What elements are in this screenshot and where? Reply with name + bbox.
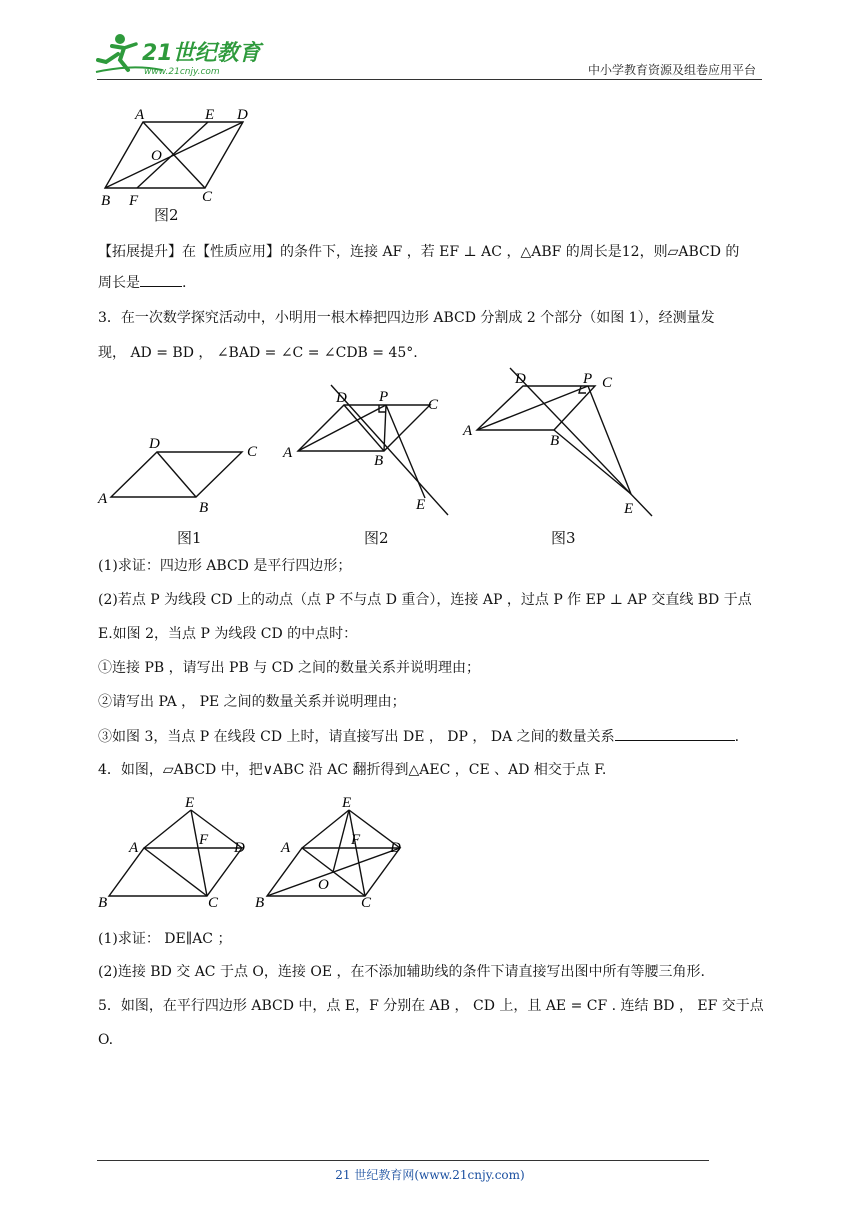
- text-span: .: [182, 275, 187, 291]
- label-D: D: [149, 436, 160, 452]
- figure-caption: 图2: [364, 529, 389, 547]
- label-C: C: [247, 444, 258, 460]
- label-P: P: [583, 371, 593, 387]
- footer-text[interactable]: 21 世纪教育网(www.21cnjy.com): [335, 1168, 525, 1182]
- label-D: D: [237, 107, 248, 123]
- label-A: A: [129, 840, 139, 856]
- answer-blank: [140, 272, 182, 287]
- label-D: D: [234, 840, 245, 856]
- text-line: (1)求证：四边形 ABCD 是平行四边形；: [98, 558, 352, 574]
- text-line: (2)连接 BD 交 AC 于点 O，连接 OE ，在不添加辅助线的条件下请直接写出图中所有等腰三角形.: [98, 964, 705, 980]
- text-line: 【拓展提升】在【性质应用】的条件下，连接 AF ，若 EF ⊥ AC ，△ABF 的周长是12，则▱ABCD 的: [98, 244, 740, 260]
- label-E: E: [416, 497, 426, 513]
- text-line-answer: [98, 272, 186, 293]
- footer-divider: [97, 1160, 709, 1161]
- figure-q3-1: [95, 430, 265, 524]
- text-line: ①连接 PB ，请写出 PB 与 CD 之间的数量关系并说明理由；: [98, 660, 481, 676]
- logo-text: 21世纪教育: [142, 41, 261, 66]
- label-E: E: [205, 107, 215, 123]
- question-3: 3．在一次数学探究活动中，小明用一根木棒把四边形 ABCD 分割成 2 个部分（如图 1），经测量发: [98, 310, 715, 326]
- answer-blank: [615, 726, 735, 741]
- label-C: C: [428, 397, 439, 413]
- label-C: C: [361, 895, 372, 911]
- label-D: D: [390, 840, 401, 856]
- label-E: E: [624, 501, 634, 517]
- label-E: E: [185, 795, 195, 811]
- text-line: E.如图 2，当点 P 为线段 CD 的中点时：: [98, 626, 358, 642]
- label-A: A: [463, 423, 473, 439]
- figure-top-parallelogram: [95, 100, 265, 209]
- text-line: ②请写出 PA ， PE 之间的数量关系并说明理由；: [98, 694, 406, 710]
- label-B: B: [101, 193, 111, 209]
- label-D: D: [336, 390, 347, 406]
- label-A: A: [281, 840, 291, 856]
- label-B: B: [255, 895, 265, 911]
- text-span: .: [734, 729, 740, 745]
- label-F: F: [129, 193, 139, 209]
- figure-q4-1: [95, 793, 260, 915]
- label-O: O: [318, 877, 329, 893]
- label-D: D: [515, 371, 526, 387]
- header-divider: [97, 79, 762, 80]
- text-span: 周长是: [98, 275, 140, 291]
- label-C: C: [208, 895, 219, 911]
- figure-q4-2: [253, 793, 418, 915]
- figure-caption: 图3: [551, 529, 576, 547]
- label-F: F: [351, 832, 361, 848]
- text-line: (2)若点 P 为线段 CD 上的动点（点 P 不与点 D 重合），连接 AP ，过点 P 作 EP ⊥ AP 交直线 BD 于点: [98, 592, 752, 608]
- label-C: C: [202, 189, 213, 205]
- label-B: B: [374, 453, 384, 469]
- text-line: O.: [98, 1032, 114, 1048]
- label-C: C: [602, 375, 613, 391]
- question-5: 5．如图，在平行四边形 ABCD 中，点 E，F 分别在 AB ， CD 上，且 AE = CF . 连结 BD ， EF 交于点: [98, 998, 764, 1014]
- label-P: P: [379, 389, 389, 405]
- label-A: A: [283, 445, 293, 461]
- text-line-answer: [98, 726, 739, 747]
- figure-caption: 图2: [154, 206, 179, 224]
- label-B: B: [199, 500, 209, 516]
- figure-caption: 图1: [177, 529, 202, 547]
- label-B: B: [98, 895, 108, 911]
- header-platform-text: 中小学教育资源及组卷应用平台: [587, 63, 756, 77]
- logo-url: www.21cnjy.com: [144, 67, 220, 77]
- text-line: (1)求证： DE∥AC ；: [98, 931, 232, 947]
- label-A: A: [98, 491, 108, 507]
- label-A: A: [135, 107, 145, 123]
- label-B: B: [550, 433, 560, 449]
- label-E: E: [342, 795, 352, 811]
- text-span: ③如图 3，当点 P 在线段 CD 上时，请直接写出 DE ， DP ， DA 之间的数量关系: [98, 729, 615, 745]
- text-line: 现， AD = BD ， ∠BAD = ∠C = ∠CDB = 45°.: [98, 345, 418, 361]
- label-F: F: [199, 832, 209, 848]
- figure-q3-3: [460, 368, 655, 524]
- question-4: 4．如图，▱ABCD 中，把∨ABC 沿 AC 翻折得到△AEC ，CE 、AD 相交于点 F.: [98, 762, 607, 778]
- label-O: O: [151, 148, 162, 164]
- figure-q3-2: [278, 385, 458, 524]
- site-logo: [92, 30, 262, 80]
